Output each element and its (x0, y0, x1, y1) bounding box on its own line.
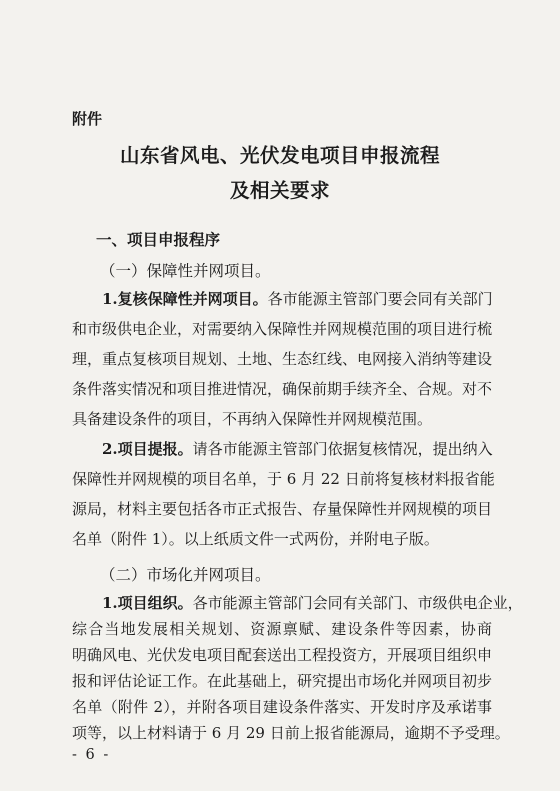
paragraph-line: 名单（附件 1）。以上纸质文件一式两份，并附电子版。 (72, 530, 439, 548)
document-title-line-1: 山东省风电、光伏发电项目申报流程 (119, 144, 440, 167)
subsection-heading-market: （二）市场化并网项目。 (100, 566, 271, 584)
annex-label: 附件 (72, 110, 103, 128)
paragraph-line: 和市级供电企业，对需要纳入保障性并网规模范围的项目进行梳 (72, 320, 493, 338)
paragraph-line: 报和评估论证工作。在此基础上，研究提出市场化并网项目初步 (72, 672, 493, 690)
paragraph-line: 项等，以上材料请于 6 月 29 日前上报省能源局，逾期不予受理。 (72, 724, 510, 742)
section-heading: 一、项目申报程序 (96, 231, 221, 249)
item-lead: 1.复核保障性并网项目。 (102, 290, 268, 308)
paragraph-line: 综合当地发展相关规划、资源禀赋、建设条件等因素，协商 (72, 620, 492, 638)
paragraph-line: 2.项目提报。请各市能源主管部门依据复核情况，提出纳入 (102, 440, 493, 458)
subsection-heading-guaranteed: （一）保障性并网项目。 (100, 262, 271, 280)
paragraph-line: 名单（附件 2），并附各项目建设条件落实、开发时序及承诺事 (72, 698, 492, 716)
page-number: - 6 - (72, 747, 111, 763)
paragraph-line: 具备建设条件的项目，不再纳入保障性并网规模范围。 (72, 410, 433, 428)
paragraph-line: 1.项目组织。各市能源主管部门会同有关部门、市级供电企业， (102, 594, 523, 612)
paragraph-line: 保障性并网规模的项目名单，于 6 月 22 日前将复核材料报省能 (72, 470, 495, 488)
document-title-line-2: 及相关要求 (229, 179, 330, 202)
item-lead: 1.项目组织。 (102, 594, 193, 612)
paragraph-line: 理，重点复核项目规划、土地、生态红线、电网接入消纳等建设 (72, 350, 493, 368)
paragraph-line: 1.复核保障性并网项目。各市能源主管部门要会同有关部门 (102, 290, 493, 308)
paragraph-line: 明确风电、光伏发电项目配套送出工程投资方，开展项目组织申 (72, 646, 493, 664)
item-lead: 2.项目提报。 (102, 440, 193, 458)
paragraph-line: 条件落实情况和项目推进情况，确保前期手续齐全、合规。对不 (72, 380, 493, 398)
paragraph-line: 源局，材料主要包括各市正式报告、存量保障性并网规模的项目 (72, 500, 493, 518)
